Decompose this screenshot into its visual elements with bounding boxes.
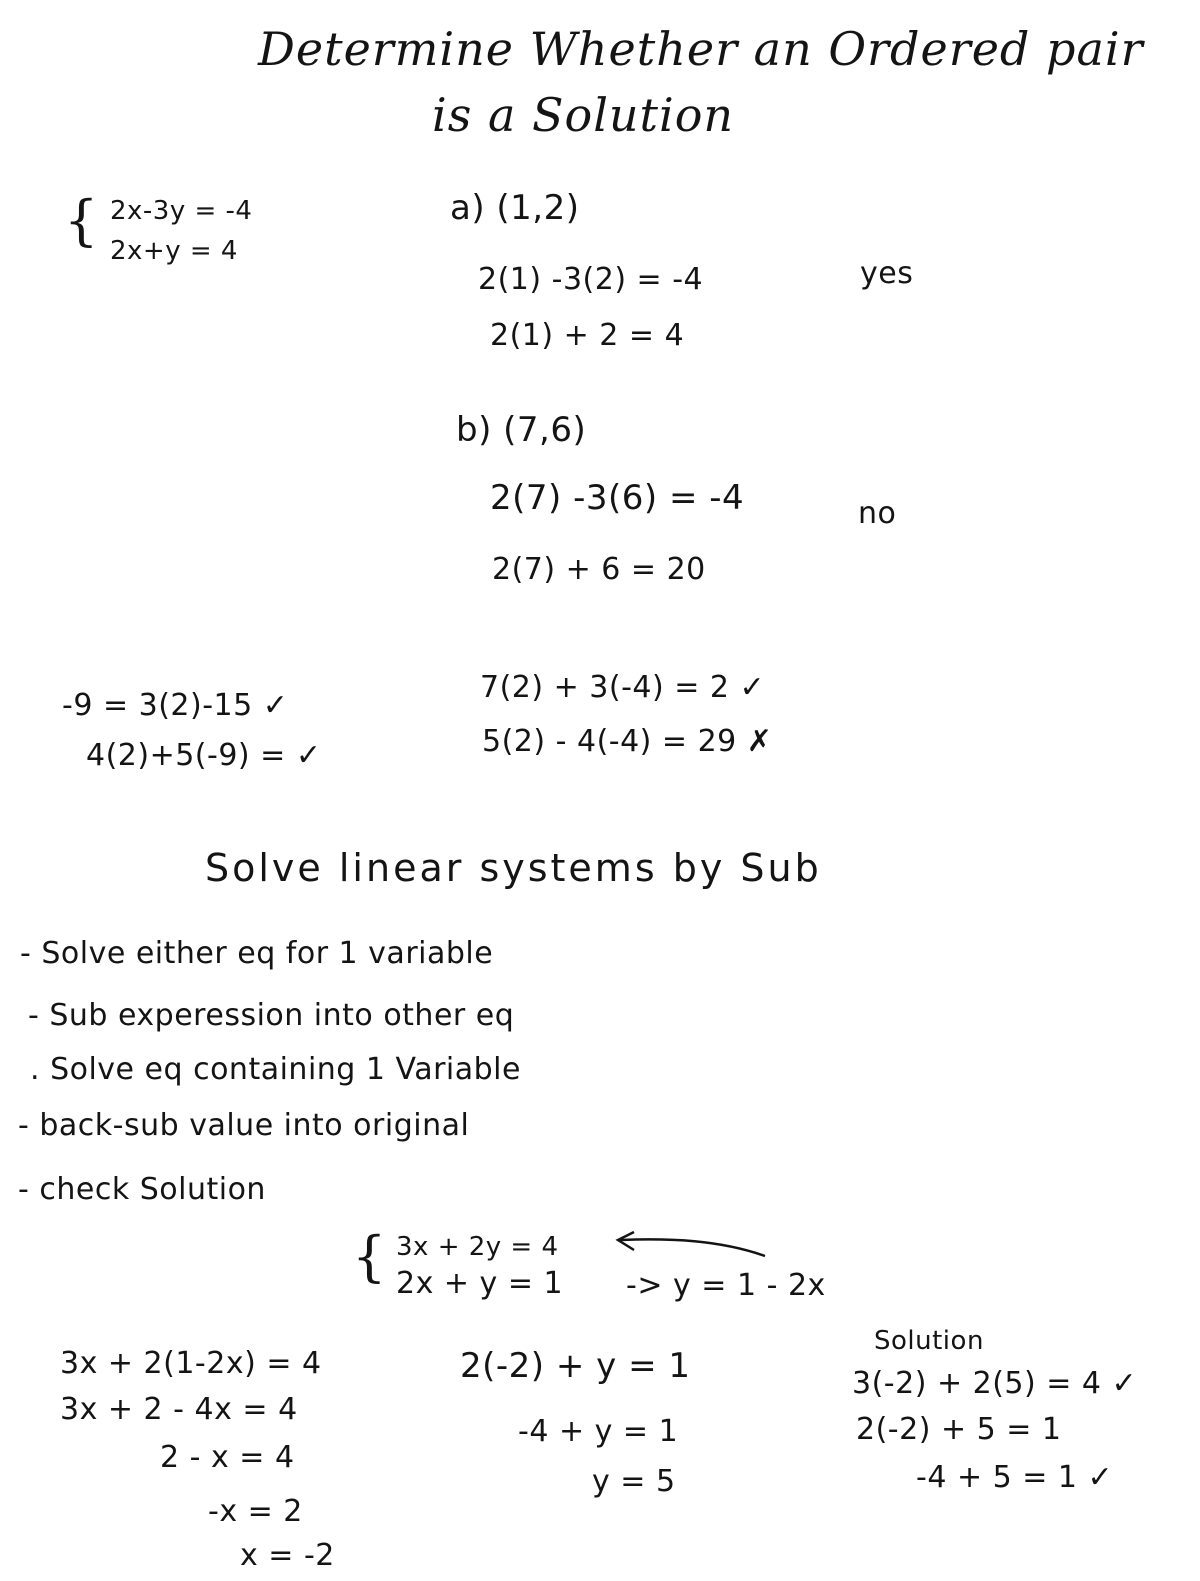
section-2-heading: Solve linear systems by Sub: [205, 846, 822, 890]
system-2-arrow-text: -> y = 1 - 2x: [626, 1268, 826, 1303]
step-2: - Sub experession into other eq: [28, 998, 515, 1033]
part-a-label: a) (1,2): [450, 188, 580, 228]
work-left-line-2: 3x + 2 - 4x = 4: [60, 1392, 298, 1427]
work-right-label: Solution: [874, 1326, 984, 1356]
work-middle-line-1: 2(-2) + y = 1: [460, 1346, 691, 1386]
work-left-line-5: x = -2: [240, 1538, 335, 1573]
part-b-label: b) (7,6): [456, 410, 587, 450]
system-1-equation-2: 2x+y = 4: [110, 236, 238, 266]
extra-check-right-2: 5(2) - 4(-4) = 29 ✗: [482, 724, 773, 759]
part-b-answer: no: [858, 496, 897, 531]
part-b-check-1: 2(7) -3(6) = -4: [490, 478, 745, 518]
step-5: - check Solution: [18, 1172, 266, 1207]
step-3: . Solve eq containing 1 Variable: [30, 1052, 521, 1087]
system-2-brace: {: [352, 1225, 387, 1288]
work-right-line-1: 3(-2) + 2(5) = 4 ✓: [852, 1366, 1138, 1401]
work-middle-line-2: -4 + y = 1: [518, 1414, 679, 1449]
extra-check-right-1: 7(2) + 3(-4) = 2 ✓: [480, 670, 766, 705]
system-1-equation-1: 2x-3y = -4: [110, 196, 253, 226]
system-1-brace: {: [64, 189, 99, 252]
work-middle-line-3: y = 5: [592, 1464, 676, 1499]
part-a-answer: yes: [860, 256, 914, 291]
extra-check-left-1: -9 = 3(2)-15 ✓: [62, 688, 289, 723]
step-1: - Solve either eq for 1 variable: [20, 936, 494, 971]
work-left-line-4: -x = 2: [208, 1494, 303, 1529]
system-2-equation-2: 2x + y = 1: [396, 1266, 564, 1301]
extra-check-left-2: 4(2)+5(-9) = ✓: [86, 738, 322, 773]
work-right-line-3: -4 + 5 = 1 ✓: [916, 1460, 1114, 1495]
page-title-line-2: is a Solution: [432, 88, 735, 142]
work-right-line-2: 2(-2) + 5 = 1: [856, 1412, 1062, 1447]
part-b-check-2: 2(7) + 6 = 20: [492, 552, 706, 587]
step-4: - back-sub value into original: [18, 1108, 470, 1143]
part-a-check-2: 2(1) + 2 = 4: [490, 318, 685, 353]
curved-arrow-icon: [600, 1228, 780, 1268]
part-a-check-1: 2(1) -3(2) = -4: [478, 262, 704, 297]
work-left-line-3: 2 - x = 4: [160, 1440, 295, 1475]
system-2-equation-1: 3x + 2y = 4: [396, 1232, 559, 1262]
page-title-line-1: Determine Whether an Ordered pair: [258, 22, 1144, 76]
work-left-line-1: 3x + 2(1-2x) = 4: [60, 1346, 322, 1381]
